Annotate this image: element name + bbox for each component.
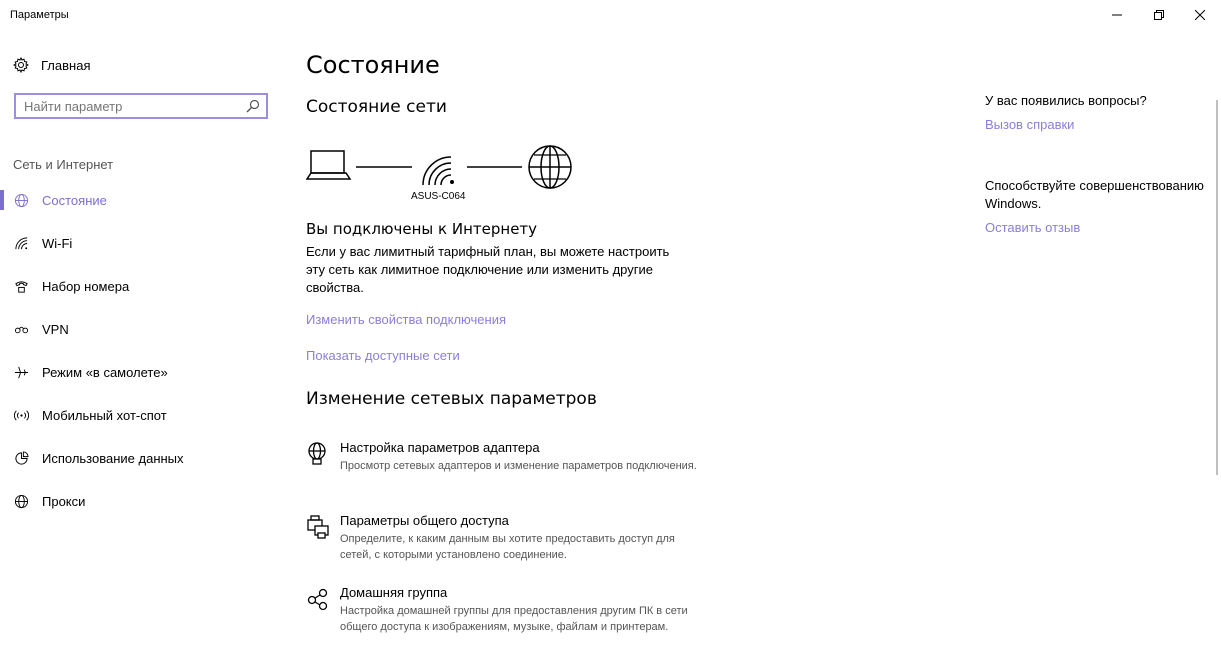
search-box[interactable] bbox=[14, 93, 268, 119]
page-title: Состояние bbox=[306, 51, 440, 79]
setting-description: Просмотр сетевых адаптеров и изменение параметров подключения. bbox=[340, 460, 697, 472]
window-title: Параметры bbox=[10, 9, 69, 21]
sidebar-item-hotspot[interactable] bbox=[0, 400, 290, 430]
sidebar-item-data-usage[interactable] bbox=[0, 443, 290, 473]
home-nav-item[interactable] bbox=[13, 55, 90, 75]
wifi-router-icon bbox=[423, 157, 454, 185]
search-input[interactable] bbox=[24, 99, 234, 114]
homegroup-icon bbox=[306, 587, 330, 611]
sidebar-item-wifi[interactable] bbox=[0, 228, 290, 258]
connected-status: Вы подключены к Интернету bbox=[306, 220, 538, 238]
gear-icon bbox=[13, 57, 29, 73]
sidebar-item-label: VPN bbox=[42, 321, 69, 337]
scrollbar[interactable] bbox=[1216, 100, 1218, 475]
hotspot-icon bbox=[13, 407, 29, 423]
get-help-link[interactable]: Вызов справки bbox=[985, 117, 1075, 132]
maximize-button[interactable] bbox=[1136, 0, 1182, 30]
proxy-globe-icon bbox=[13, 493, 29, 509]
restore-icon bbox=[1154, 10, 1164, 20]
setting-title: Параметры общего доступа bbox=[340, 513, 509, 528]
sharing-printer-icon bbox=[306, 515, 330, 539]
minimize-button[interactable] bbox=[1094, 0, 1140, 30]
sidebar-item-dialup[interactable] bbox=[0, 271, 290, 301]
setting-title: Домашняя группа bbox=[340, 585, 448, 600]
sidebar-item-label: Режим «в самолете» bbox=[42, 364, 168, 380]
sidebar-item-label: Мобильный хот-спот bbox=[42, 407, 167, 423]
internet-globe-icon bbox=[529, 146, 571, 188]
sidebar-item-label: Набор номера bbox=[42, 278, 130, 294]
setting-title: Настройка параметров адаптера bbox=[340, 440, 540, 455]
network-name: ASUS-C064 bbox=[411, 191, 466, 202]
sidebar-item-status[interactable] bbox=[0, 185, 290, 215]
network-status-title: Состояние сети bbox=[306, 97, 447, 117]
setting-description: Настройка домашней группы для предоставления другим ПК в сети общего доступа к изображениям, музыке, файлам и принтерам. bbox=[340, 605, 688, 633]
section-label: Сеть и Интернет bbox=[13, 157, 114, 172]
help-question: У вас появились вопросы? bbox=[985, 93, 1147, 108]
data-usage-icon bbox=[13, 450, 29, 466]
sidebar-item-label: Использование данных bbox=[42, 450, 184, 466]
change-properties-link[interactable]: Изменить свойства подключения bbox=[306, 312, 506, 327]
close-button[interactable] bbox=[1177, 0, 1221, 30]
wifi-icon bbox=[13, 235, 29, 251]
network-diagram-graphic bbox=[306, 145, 586, 195]
globe-status-icon bbox=[13, 192, 29, 208]
sidebar bbox=[0, 30, 290, 650]
home-label: Главная bbox=[41, 57, 91, 73]
change-settings-title: Изменение сетевых параметров bbox=[306, 389, 597, 409]
minimize-icon bbox=[1112, 10, 1122, 20]
sidebar-item-proxy[interactable] bbox=[0, 486, 290, 516]
close-icon bbox=[1195, 10, 1205, 20]
show-networks-link[interactable]: Показать доступные сети bbox=[306, 348, 460, 363]
laptop-icon bbox=[307, 151, 350, 179]
dialup-icon bbox=[13, 278, 29, 294]
main-content bbox=[306, 30, 966, 650]
improve-windows-text: Способствуйте совершенствованию Windows. bbox=[985, 178, 1204, 211]
sidebar-item-label: Состояние bbox=[42, 192, 107, 208]
search-icon[interactable] bbox=[246, 99, 260, 113]
title-bar bbox=[0, 0, 1221, 30]
adapter-globe-icon bbox=[306, 442, 330, 466]
sidebar-item-label: Прокси bbox=[42, 493, 86, 509]
sidebar-item-vpn[interactable] bbox=[0, 314, 290, 344]
sidebar-item-airplane[interactable] bbox=[0, 357, 290, 387]
airplane-icon bbox=[13, 364, 29, 380]
sidebar-item-label: Wi-Fi bbox=[42, 235, 73, 251]
vpn-icon bbox=[13, 321, 29, 337]
feedback-link[interactable]: Оставить отзыв bbox=[985, 220, 1081, 235]
metered-description: Если у вас лимитный тарифный план, вы можете настроить эту сеть как лимитное подключение или изменить другие свойства. bbox=[306, 244, 670, 295]
setting-description: Определите, к каким данным вы хотите предоставить доступ для сетей, с которыми установлено соединение. bbox=[340, 533, 675, 561]
